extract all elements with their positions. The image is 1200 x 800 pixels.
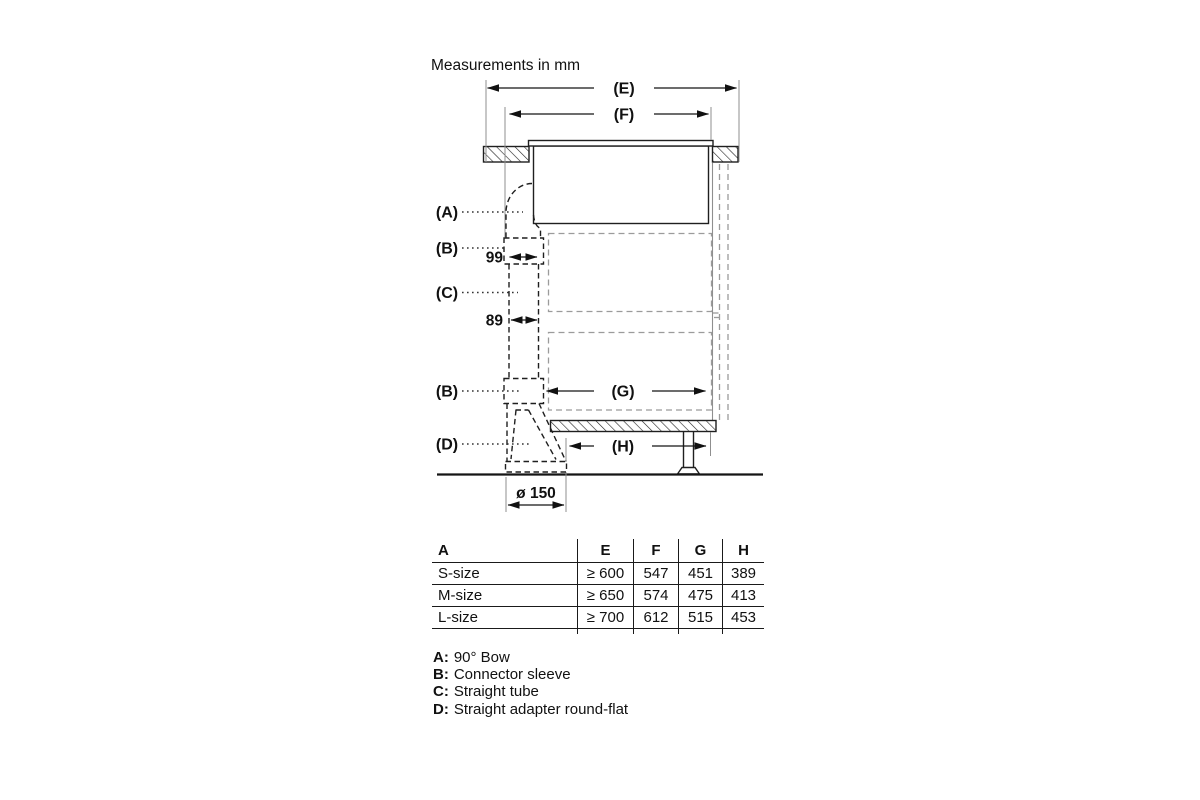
cabinet-shelf [551, 421, 717, 432]
row-label: L-size [438, 609, 479, 626]
adapter-left-inner [511, 410, 516, 459]
legend-key: D: [433, 700, 449, 718]
cell-g: 451 [678, 563, 722, 584]
row-label: M-size [438, 587, 483, 604]
parts-legend [433, 649, 628, 718]
cabinet-space-upper [549, 234, 712, 312]
countertop-right [713, 147, 739, 163]
adapter-right-inner [529, 410, 557, 460]
legend-key: C: [433, 683, 449, 701]
table-footer-ticks [432, 629, 764, 634]
table-row-s-size [432, 563, 764, 585]
cell-f: 612 [633, 607, 678, 628]
legend-item-c [433, 683, 628, 700]
part-label-a: (A) [435, 204, 459, 222]
dim-value-99: 99 [485, 249, 503, 267]
dim-label-g: (G) [611, 383, 635, 401]
table-header-e: E [577, 539, 633, 562]
cell-f: 574 [633, 585, 678, 606]
legend-text: 90° Bow [453, 649, 510, 666]
dim-value-diameter-150: ø 150 [516, 485, 556, 502]
bow-outer-curve [506, 184, 532, 238]
legend-key: B: [433, 666, 449, 684]
cell-h: 413 [722, 585, 764, 606]
table-header-g: G [678, 539, 722, 562]
cell-e: ≥ 600 [577, 563, 633, 584]
table-header-row [432, 539, 764, 563]
part-label-d: (D) [435, 436, 459, 454]
size-table [432, 539, 764, 634]
part-label-b-upper: (B) [435, 240, 459, 258]
cell-h: 453 [722, 607, 764, 628]
cell-h: 389 [722, 563, 764, 584]
cell-e: ≥ 700 [577, 607, 633, 628]
legend-text: Straight tube [453, 683, 539, 701]
dim-label-e: (E) [613, 80, 635, 98]
cell-g: 475 [678, 585, 722, 606]
legend-item-d [433, 701, 628, 718]
legend-text: Connector sleeve [453, 666, 571, 684]
dim-label-f: (F) [613, 106, 635, 124]
legend-key: A: [433, 649, 449, 666]
legend-item-b [433, 666, 628, 683]
hob-top-plate [529, 141, 714, 147]
table-header-f: F [633, 539, 678, 562]
cell-e: ≥ 650 [577, 585, 633, 606]
measurements-title: Measurements in mm [431, 57, 581, 74]
connector-sleeve-upper [504, 238, 544, 264]
part-label-c: (C) [435, 285, 459, 302]
table-header-h: H [722, 539, 764, 562]
table-row-m-size [432, 585, 764, 607]
table-header-a: A [438, 542, 449, 559]
hob-body [534, 146, 709, 224]
dim-value-89: 89 [485, 312, 503, 330]
dim-label-h: (H) [611, 438, 635, 456]
structure [484, 141, 739, 224]
table-row-l-size [432, 607, 764, 629]
countertop-left [484, 147, 530, 163]
cell-g: 515 [678, 607, 722, 628]
legend-text: Straight adapter round-flat [453, 700, 629, 718]
cell-f: 547 [633, 563, 678, 584]
leg-foot [678, 468, 700, 475]
connector-sleeve-lower [504, 379, 544, 404]
row-label: S-size [438, 565, 480, 582]
round-outlet [506, 462, 567, 473]
legend-item-a [433, 649, 628, 666]
part-label-b-lower: (B) [435, 383, 459, 401]
